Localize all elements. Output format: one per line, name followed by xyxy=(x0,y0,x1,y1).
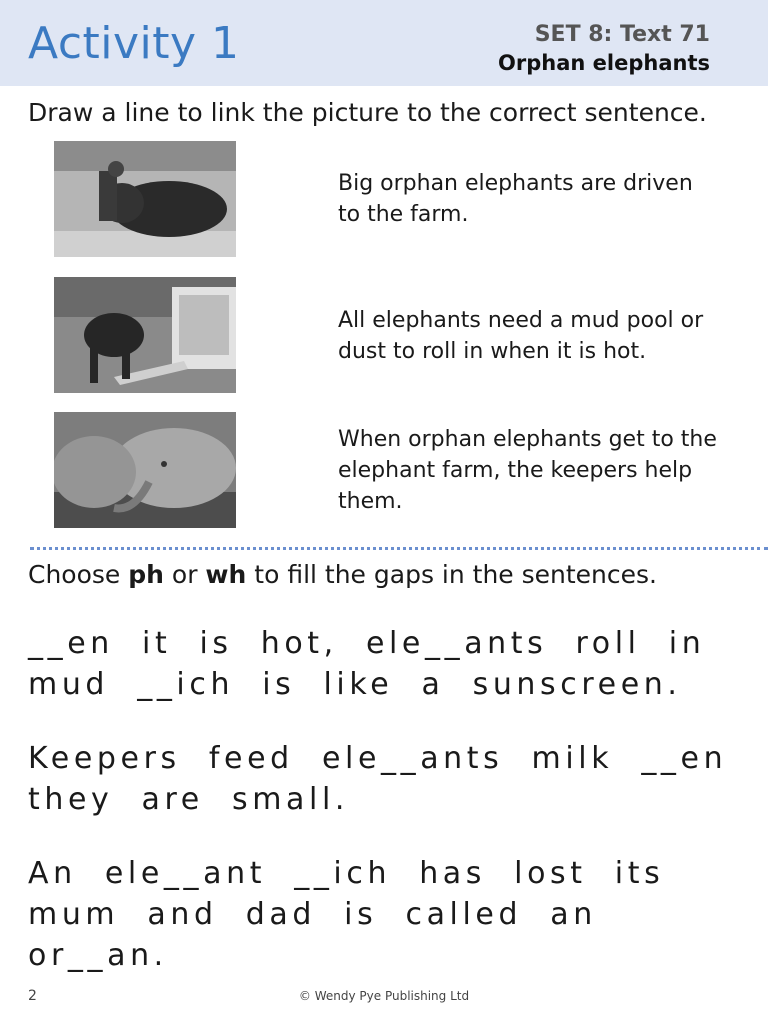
page-header xyxy=(0,0,768,86)
gap-fill-instruction xyxy=(28,560,657,589)
option-wh: wh xyxy=(205,560,247,589)
photo-elephants-in-mud[interactable] xyxy=(54,412,236,528)
instruction-text-3: to fill the gaps in the sentences. xyxy=(246,560,657,589)
copyright-notice: © Wendy Pye Publishing Ltd xyxy=(298,989,470,1003)
instruction-text-1: Choose xyxy=(28,560,129,589)
gap-sentence-2[interactable]: Keepers feed ele__ants milk __en they are small. xyxy=(28,741,728,817)
photo-keeper-with-elephant[interactable] xyxy=(54,141,236,257)
set-label: SET 8: Text 71 xyxy=(534,22,710,47)
match-sentence-3[interactable]: When orphan elephants get to the elephant farm, the keepers help them. xyxy=(338,427,717,514)
gap-sentence-1[interactable]: __en it is hot, ele__ants roll in mud __ich is like a sunscreen. xyxy=(28,626,706,702)
gap-sentence-3[interactable]: An ele__ant __ich has lost its mum and dad is called an or__an. xyxy=(28,856,665,973)
option-ph: ph xyxy=(128,560,164,589)
instruction-text-2: or xyxy=(163,560,206,589)
page-number: 2 xyxy=(28,988,37,1004)
activity-title: Activity 1 xyxy=(28,18,240,69)
text-title: Orphan elephants xyxy=(498,51,710,75)
matching-instruction: Draw a line to link the picture to the correct sentence. xyxy=(28,98,707,127)
photo-elephant-leaving-truck[interactable] xyxy=(54,277,236,393)
section-divider xyxy=(30,547,768,550)
match-sentence-1[interactable]: Big orphan elephants are driven to the farm. xyxy=(338,171,693,227)
match-sentence-2[interactable]: All elephants need a mud pool or dust to roll in when it is hot. xyxy=(338,308,704,364)
